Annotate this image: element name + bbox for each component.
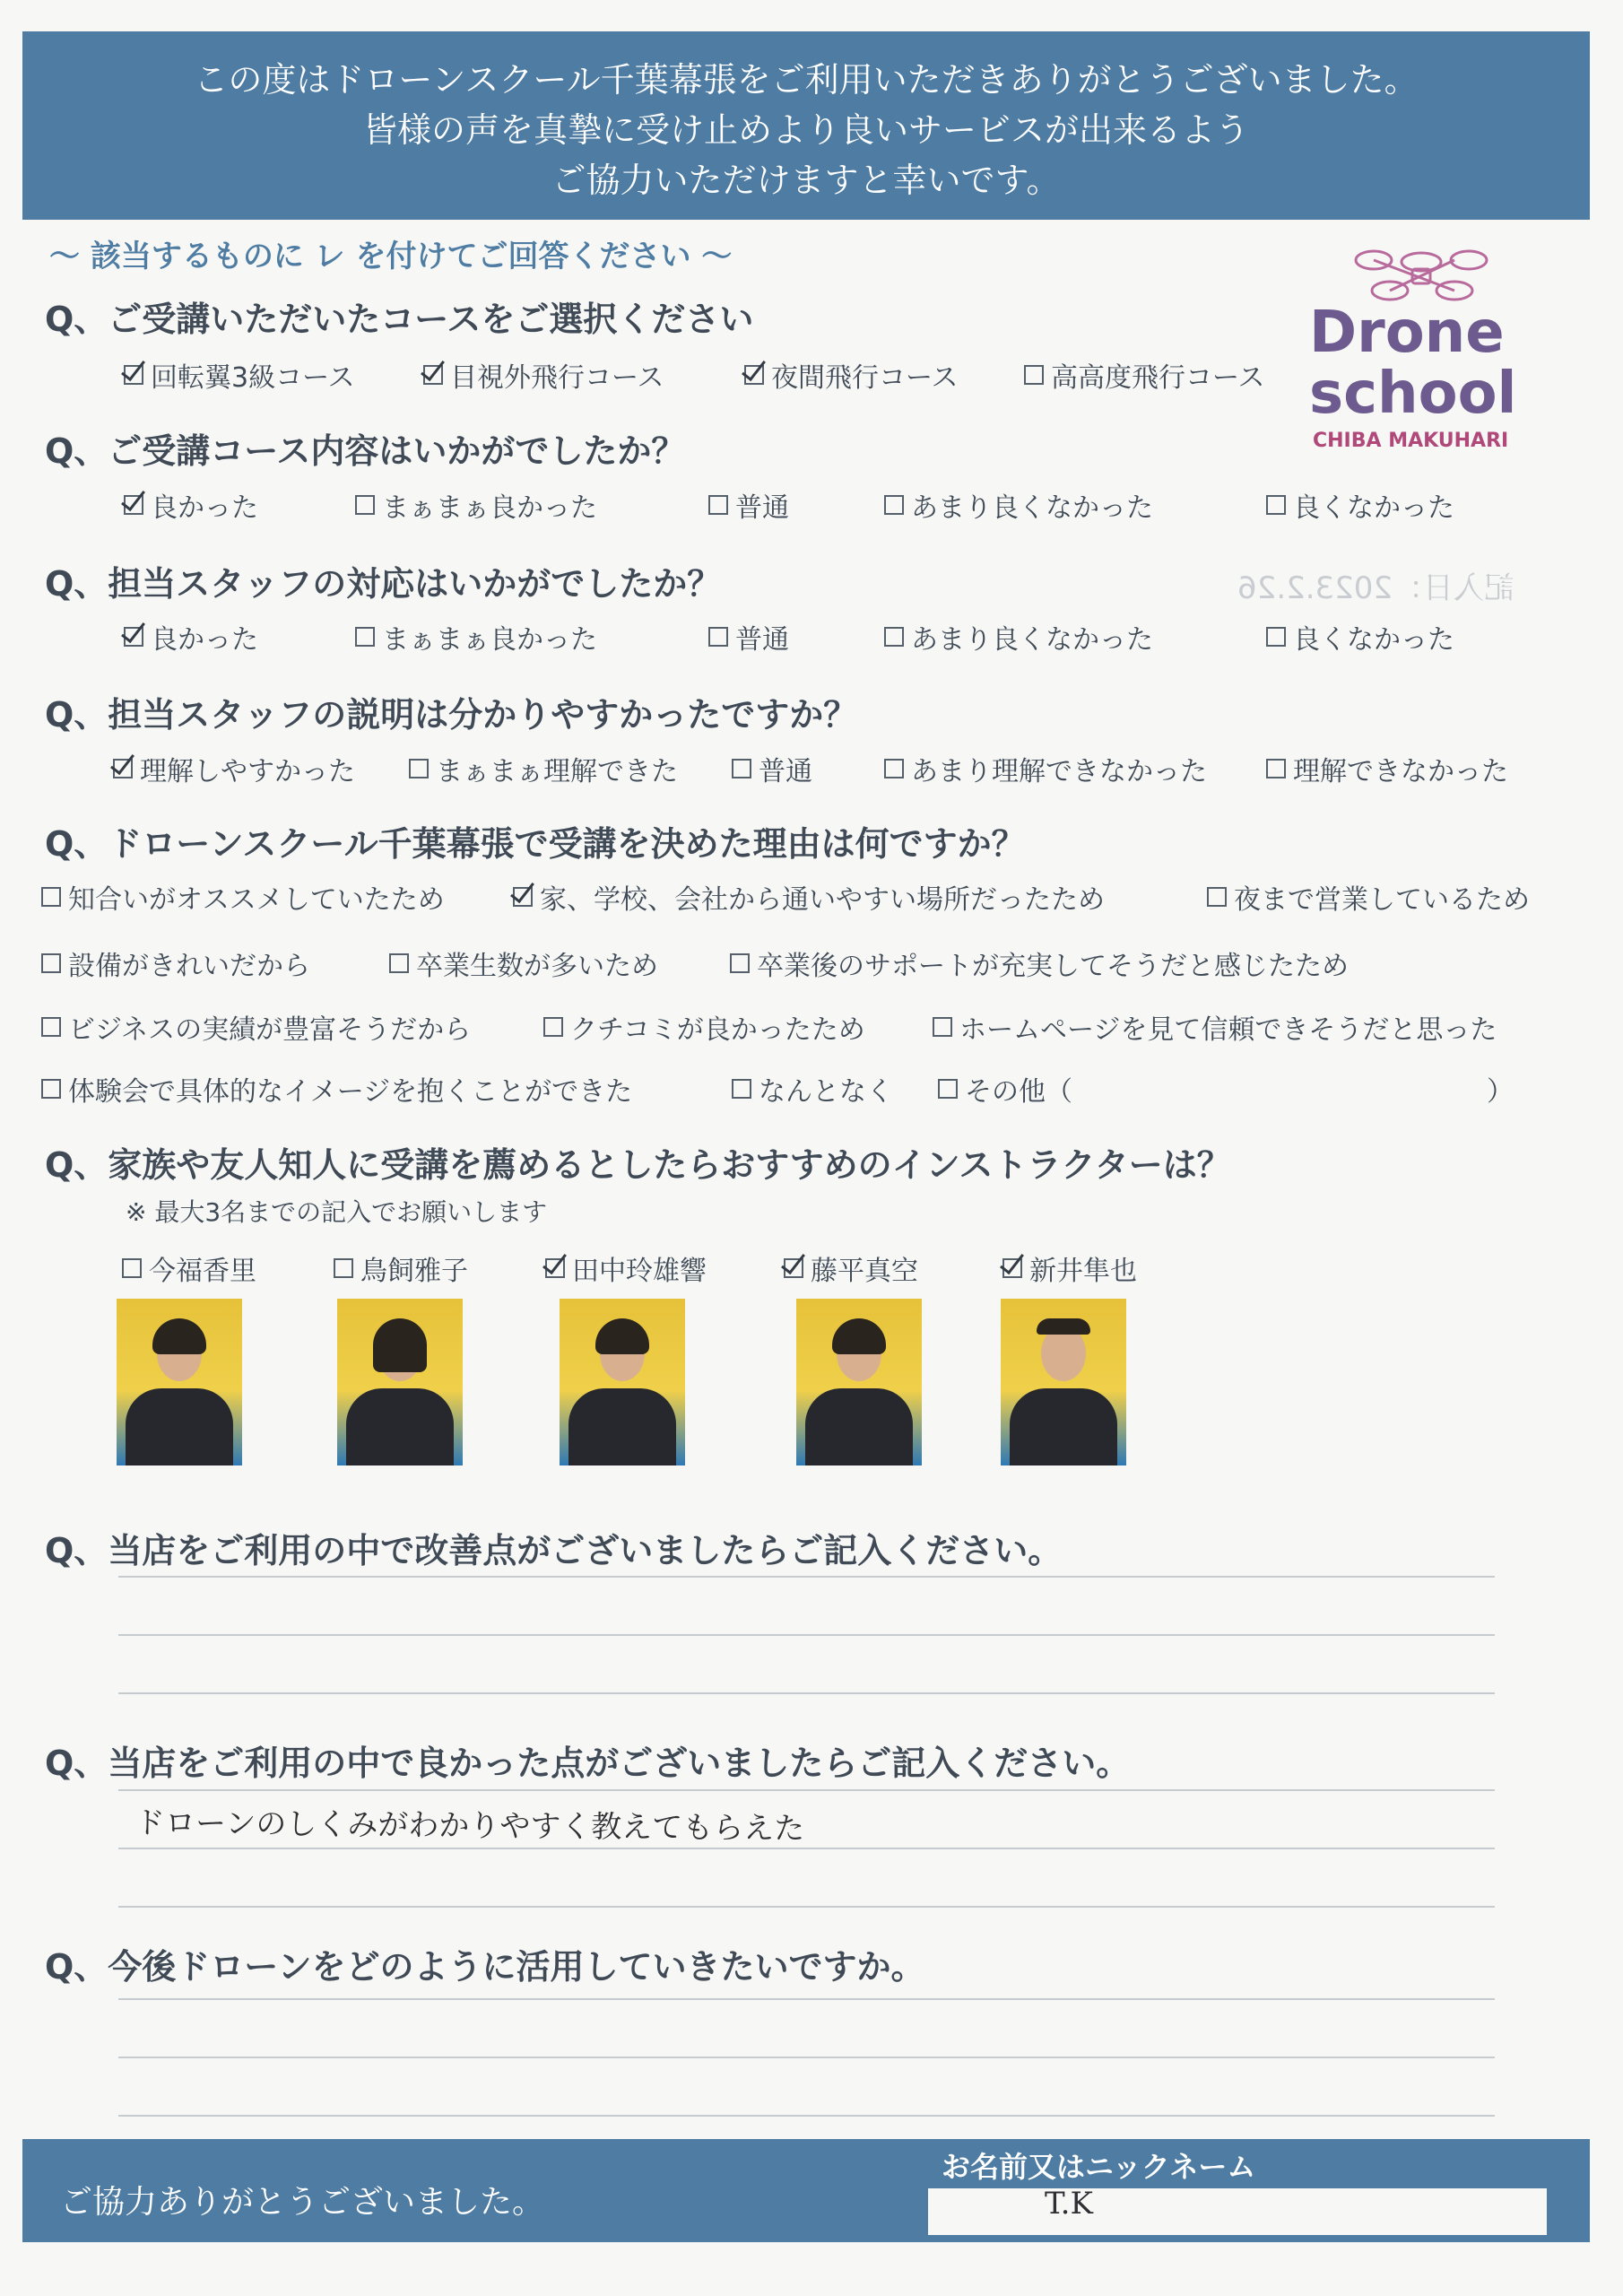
option-label: なんとなく bbox=[759, 1076, 893, 1108]
answer-line[interactable] bbox=[118, 1692, 1495, 1694]
instructor-photo-1 bbox=[117, 1299, 242, 1465]
checkbox[interactable] bbox=[334, 1258, 353, 1278]
option-support[interactable] bbox=[730, 944, 1349, 983]
option-hard[interactable] bbox=[1266, 749, 1508, 788]
option-bad[interactable] bbox=[1266, 617, 1454, 657]
option-label: 設備がきれいだから bbox=[68, 951, 310, 982]
checkbox[interactable] bbox=[545, 1258, 565, 1278]
instructor-photo-3 bbox=[560, 1299, 685, 1465]
answer-line[interactable] bbox=[118, 1789, 1495, 1791]
question-reason: Q、ドローンスクール千葉幕張で受講を決めた理由は何ですか？ bbox=[45, 824, 1026, 864]
option-high-altitude[interactable] bbox=[1024, 355, 1265, 395]
option-label: 普通 bbox=[735, 492, 789, 524]
question-staff-response: Q、担当スタッフの対応はいかがでしたか？ bbox=[45, 564, 722, 604]
option-label: 今福香里 bbox=[149, 1256, 256, 1287]
checkbox[interactable] bbox=[1266, 627, 1286, 647]
checkbox[interactable] bbox=[732, 1079, 751, 1099]
checkbox[interactable] bbox=[1266, 495, 1286, 515]
answer-line[interactable] bbox=[118, 1848, 1495, 1849]
option-good[interactable] bbox=[124, 617, 258, 657]
checkbox[interactable] bbox=[41, 887, 61, 907]
option-label: 普通 bbox=[735, 624, 789, 656]
answer-line[interactable] bbox=[118, 1998, 1495, 2000]
option-label: 高高度飛行コース bbox=[1051, 362, 1265, 394]
option-fairly-good[interactable] bbox=[355, 485, 597, 525]
option-label: 良くなかった bbox=[1293, 624, 1454, 656]
checkbox[interactable] bbox=[744, 365, 764, 385]
option-label: ホームページを見て信頼できそうだと思った bbox=[959, 1014, 1497, 1046]
checkbox[interactable] bbox=[938, 1079, 958, 1099]
header-line-1: この度はドローンスクール千葉幕張をご利用いただきありがとうございました。 bbox=[194, 60, 1419, 100]
checkbox[interactable] bbox=[884, 759, 904, 778]
option-label: 良かった bbox=[151, 624, 258, 656]
option-normal[interactable] bbox=[708, 485, 789, 525]
bleed-through-date: 記入日：2023.2.26 bbox=[1237, 570, 1515, 606]
option-fairly-easy[interactable] bbox=[409, 749, 678, 788]
checkbox[interactable] bbox=[1024, 365, 1044, 385]
checkbox[interactable] bbox=[933, 1017, 952, 1037]
option-rotor-3[interactable] bbox=[124, 355, 355, 395]
option-instructor-2[interactable] bbox=[334, 1248, 468, 1288]
photo-hair bbox=[1037, 1318, 1090, 1335]
option-label: 目視外飛行コース bbox=[450, 362, 664, 394]
checkbox[interactable] bbox=[1207, 887, 1227, 907]
logo-subtitle: CHIBA MAKUHARI bbox=[1313, 430, 1509, 450]
option-reviews[interactable] bbox=[543, 1007, 865, 1047]
photo-body bbox=[346, 1388, 454, 1465]
checkbox[interactable] bbox=[730, 953, 750, 973]
option-label: 普通 bbox=[759, 756, 812, 787]
question-improvements: Q、当店をご利用の中で改善点がございましたらご記入ください。 bbox=[45, 1531, 1063, 1570]
option-normal[interactable] bbox=[708, 617, 789, 657]
checkbox[interactable] bbox=[543, 1017, 563, 1037]
option-clean-facility[interactable] bbox=[41, 944, 310, 983]
option-label: 藤平真空 bbox=[811, 1256, 918, 1287]
checkbox[interactable] bbox=[355, 495, 375, 515]
option-label: 新井隼也 bbox=[1029, 1256, 1137, 1287]
answer-line[interactable] bbox=[118, 1576, 1495, 1578]
checkbox[interactable] bbox=[1266, 759, 1286, 778]
checkbox[interactable] bbox=[409, 759, 429, 778]
option-label: まぁまぁ良かった bbox=[382, 624, 597, 656]
checkbox[interactable] bbox=[732, 759, 751, 778]
header-line-3: ご協力いただけますと幸いです。 bbox=[551, 161, 1061, 200]
option-label: 体験会で具体的なイメージを抱くことができた bbox=[68, 1076, 633, 1108]
checkbox[interactable] bbox=[122, 1258, 142, 1278]
question-instructor: Q、家族や友人知人に受講を薦めるとしたらおすすめのインストラクターは？ bbox=[45, 1145, 1231, 1185]
header-line-2: 皆様の声を真摯に受け止めより良いサービスが出来るよう bbox=[362, 110, 1249, 150]
option-label: 家、学校、会社から通いやすい場所だったため bbox=[540, 884, 1105, 916]
answer-line[interactable] bbox=[118, 2057, 1495, 2058]
checkbox[interactable] bbox=[884, 495, 904, 515]
option-label: 夜まで営業しているため bbox=[1234, 884, 1530, 916]
name-label: お名前又はニックネーム bbox=[942, 2150, 1256, 2184]
logo-word-1: Drone bbox=[1309, 300, 1505, 366]
option-label: あまり良くなかった bbox=[911, 492, 1153, 524]
answer-good-points[interactable]: ドローンのしくみがわかりやすく教えてもらえた bbox=[134, 1805, 805, 1848]
option-label: 卒業生数が多いため bbox=[416, 951, 658, 982]
option-label: まぁまぁ良かった bbox=[382, 492, 597, 524]
checkbox[interactable] bbox=[355, 627, 375, 647]
checkbox[interactable] bbox=[423, 365, 443, 385]
answer-line[interactable] bbox=[118, 1634, 1495, 1636]
photo-hair bbox=[595, 1318, 649, 1354]
question-staff-explanation: Q、担当スタッフの説明は分かりやすかったですか？ bbox=[45, 695, 858, 735]
option-label: 理解できなかった bbox=[1293, 756, 1508, 787]
option-label: 鳥飼雅子 bbox=[360, 1256, 468, 1287]
option-label: その他（ bbox=[965, 1076, 1072, 1108]
checkbox[interactable] bbox=[784, 1258, 803, 1278]
checkbox[interactable] bbox=[1002, 1258, 1022, 1278]
checkbox[interactable] bbox=[389, 953, 409, 973]
photo-body bbox=[1010, 1388, 1117, 1465]
option-instructor-5[interactable] bbox=[1002, 1248, 1137, 1288]
photo-hair bbox=[373, 1318, 427, 1372]
logo-word-2: school bbox=[1309, 361, 1517, 427]
option-not-so-good[interactable] bbox=[884, 617, 1153, 657]
option-label: 夜間飛行コース bbox=[771, 362, 959, 394]
drone-school-logo bbox=[1300, 235, 1542, 450]
footer-thanks: ご協力ありがとうございました。 bbox=[60, 2184, 545, 2221]
checkbox[interactable] bbox=[708, 627, 728, 647]
question-course-content: Q、ご受講コース内容はいかがでしたか？ bbox=[45, 431, 686, 471]
option-somehow[interactable] bbox=[732, 1069, 893, 1109]
instructor-photo-5 bbox=[1001, 1299, 1126, 1465]
option-not-so-good[interactable] bbox=[884, 485, 1153, 525]
option-bad[interactable] bbox=[1266, 485, 1454, 525]
option-label: 回転翼3級コース bbox=[151, 362, 355, 394]
photo-hair bbox=[152, 1318, 206, 1354]
checkbox[interactable] bbox=[41, 1017, 61, 1037]
option-good[interactable] bbox=[124, 485, 258, 525]
option-homepage[interactable] bbox=[933, 1007, 1497, 1047]
option-label: あまり良くなかった bbox=[911, 624, 1153, 656]
option-business-record[interactable] bbox=[41, 1007, 471, 1047]
checkbox[interactable] bbox=[41, 953, 61, 973]
option-instructor-3[interactable] bbox=[545, 1248, 707, 1288]
option-label: クチコミが良かったため bbox=[570, 1014, 865, 1046]
option-trial-session[interactable] bbox=[41, 1069, 632, 1109]
option-label: 知合いがオススメしていたため bbox=[68, 884, 445, 916]
option-recommended[interactable] bbox=[41, 877, 445, 917]
question-good-points: Q、当店をご利用の中で良かった点がございましたらご記入ください。 bbox=[45, 1744, 1131, 1783]
option-not-so-easy[interactable] bbox=[884, 749, 1207, 788]
option-label: 良くなかった bbox=[1293, 492, 1454, 524]
option-instructor-1[interactable] bbox=[122, 1248, 256, 1288]
other-close-paren: ） bbox=[1487, 1076, 1514, 1108]
option-label: あまり理解できなかった bbox=[911, 756, 1207, 787]
instructor-photo-4 bbox=[796, 1299, 922, 1465]
option-label: 田中玲雄響 bbox=[572, 1256, 707, 1287]
name-value: T.K bbox=[1045, 2186, 1093, 2222]
instructor-note: ※ 最大3名までの記入でお願いします bbox=[126, 1197, 548, 1227]
checkbox[interactable] bbox=[884, 627, 904, 647]
option-fairly-good[interactable] bbox=[355, 617, 597, 657]
checkbox[interactable] bbox=[124, 365, 143, 385]
option-instructor-4[interactable] bbox=[784, 1248, 918, 1288]
question-future-use: Q、今後ドローンをどのように活用していきたいですか。 bbox=[45, 1947, 925, 1987]
checkbox[interactable] bbox=[124, 495, 143, 515]
option-night[interactable] bbox=[744, 355, 959, 395]
instructor-photo-2 bbox=[337, 1299, 463, 1465]
checkbox[interactable] bbox=[708, 495, 728, 515]
photo-body bbox=[805, 1388, 913, 1465]
photo-body bbox=[568, 1388, 676, 1465]
checkbox[interactable] bbox=[124, 627, 143, 647]
answer-line[interactable] bbox=[118, 2115, 1495, 2117]
header-banner bbox=[22, 31, 1590, 220]
checkbox[interactable] bbox=[41, 1079, 61, 1099]
drone-icon bbox=[1356, 251, 1487, 300]
instruction: 〜 該当するものに レ を付けてご回答ください 〜 bbox=[49, 239, 733, 274]
photo-hair bbox=[832, 1318, 886, 1354]
checkbox[interactable] bbox=[113, 759, 133, 778]
option-label: ビジネスの実績が豊富そうだから bbox=[68, 1014, 472, 1046]
checkbox[interactable] bbox=[513, 887, 533, 907]
option-easy[interactable] bbox=[113, 749, 355, 788]
option-normal[interactable] bbox=[732, 749, 812, 788]
option-other[interactable] bbox=[938, 1069, 1072, 1109]
option-label: 理解しやすかった bbox=[140, 756, 355, 787]
photo-body bbox=[126, 1388, 233, 1465]
footer-bar bbox=[22, 2139, 1590, 2242]
option-convenient-location[interactable] bbox=[513, 877, 1105, 917]
option-label: まぁまぁ理解できた bbox=[436, 756, 678, 787]
option-bvlos[interactable] bbox=[423, 355, 664, 395]
answer-line[interactable] bbox=[118, 1906, 1495, 1908]
option-label: 卒業後のサポートが充実してそうだと感じたため bbox=[757, 951, 1349, 982]
option-many-graduates[interactable] bbox=[389, 944, 658, 983]
option-open-late[interactable] bbox=[1207, 877, 1530, 917]
name-field[interactable] bbox=[928, 2188, 1547, 2235]
option-label: 良かった bbox=[151, 492, 258, 524]
question-course: Q、ご受講いただいたコースをご選択ください bbox=[45, 300, 754, 339]
